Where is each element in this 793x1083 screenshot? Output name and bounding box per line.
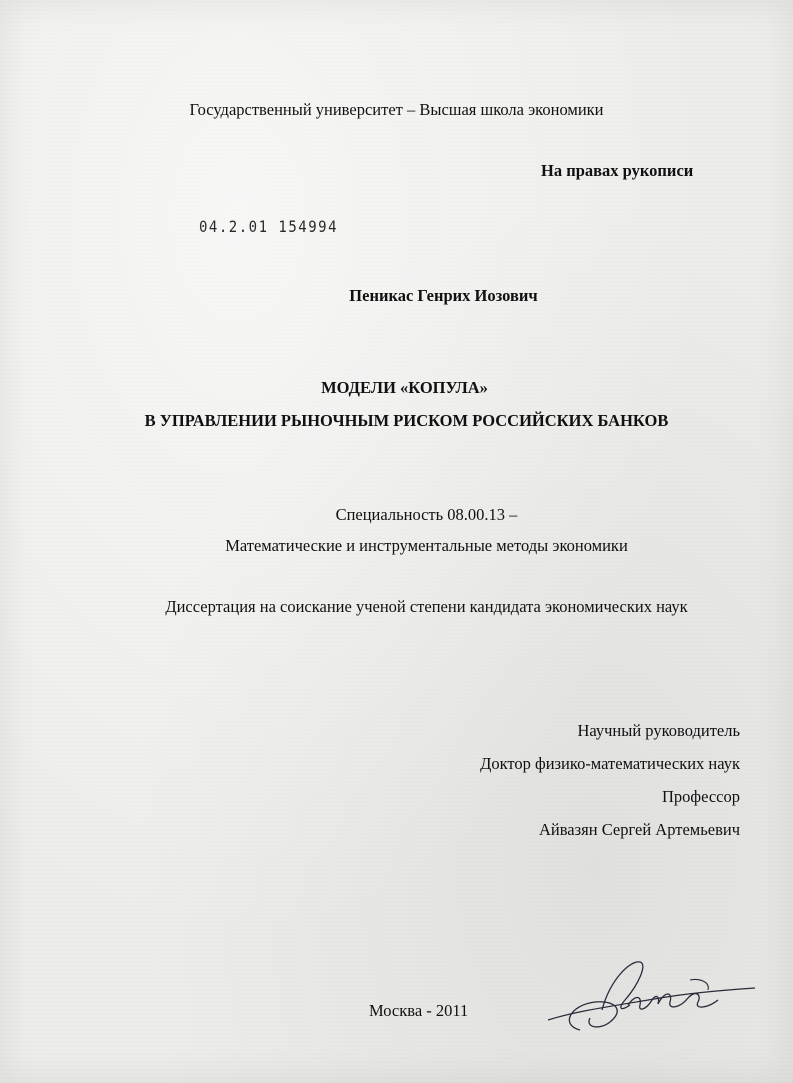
degree-statement: Диссертация на соискание ученой степени кандидата экономических наук [165, 597, 688, 616]
supervisor-block [480, 721, 740, 853]
title-line-1: МОДЕЛИ «КОПУЛА» [321, 378, 488, 397]
specialty-name: Математические и инструментальные методы экономики [225, 536, 628, 555]
handwritten-signature-icon [540, 950, 760, 1040]
registration-stamp: 04.2.01 154994 [199, 218, 339, 237]
manuscript-note: На правах рукописи [541, 161, 694, 180]
supervisor-degree: Доктор физико-математических наук [480, 754, 740, 773]
title-line-2: В УПРАВЛЕНИИ РЫНОЧНЫМ РИСКОМ РОССИЙСКИХ БАНКОВ [144, 411, 669, 430]
specialty-code: Специальность 08.00.13 – [335, 505, 518, 524]
supervisor-name: Айвазян Сергей Артемьевич [538, 820, 740, 839]
institution-name: Государственный университет – Высшая школа экономики [189, 100, 604, 119]
city-year: Москва - 2011 [369, 1001, 469, 1020]
supervisor-role: Научный руководитель [577, 721, 740, 740]
supervisor-rank: Профессор [662, 787, 740, 806]
author-name: Пеникас Генрих Иозович [349, 286, 538, 305]
